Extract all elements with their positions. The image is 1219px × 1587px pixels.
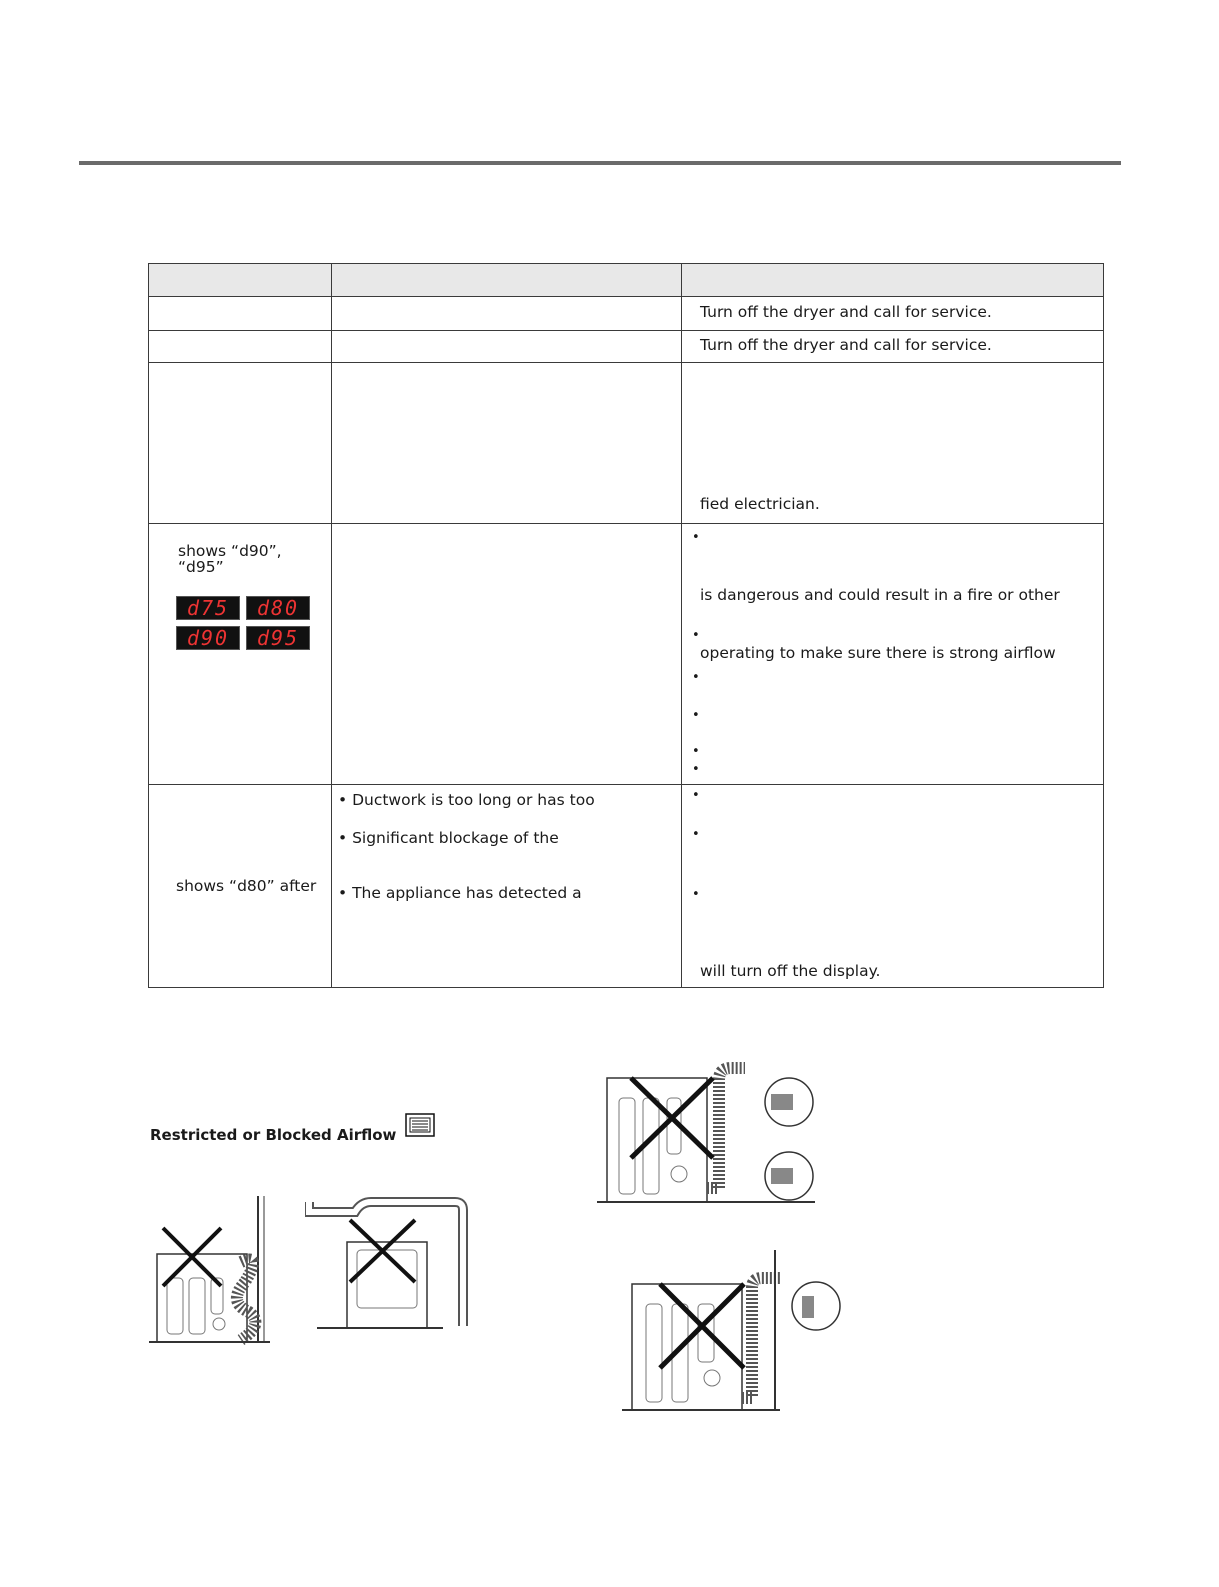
bullet: • xyxy=(692,744,700,759)
problem-text: “d95” xyxy=(178,558,224,576)
table-row xyxy=(149,331,1104,363)
header-cause xyxy=(332,264,682,297)
solution-text: fied electrician. xyxy=(700,495,820,513)
bullet: • xyxy=(692,762,700,777)
table-header-row xyxy=(149,264,1104,297)
table-row xyxy=(149,363,1104,524)
solution-text: Turn off the dryer and call for service. xyxy=(700,336,992,354)
bullet: • xyxy=(692,530,700,545)
bullet: • xyxy=(692,670,700,685)
display-code-d95: d95 xyxy=(246,626,310,650)
bullet: • xyxy=(692,788,700,803)
problem-text: shows “d90”, xyxy=(178,542,282,560)
troubleshooting-table xyxy=(148,263,1104,988)
display-code-d75: d75 xyxy=(176,596,240,620)
bullet: • xyxy=(692,708,700,723)
dryer-vent-hood-illustration xyxy=(620,1248,850,1418)
display-code-d80: d80 xyxy=(246,596,310,620)
bullet: • xyxy=(692,887,700,902)
header-problem xyxy=(149,264,332,297)
cause-text: • Significant blockage of the xyxy=(338,829,559,847)
problem-text: shows “d80” after xyxy=(176,877,317,895)
solution-text: Turn off the dryer and call for service. xyxy=(700,303,992,321)
cause-text: • The appliance has detected a xyxy=(338,884,582,902)
bullet: • xyxy=(692,628,700,643)
display-code-d90: d90 xyxy=(176,626,240,650)
table-row xyxy=(149,297,1104,331)
bullet: • xyxy=(692,827,700,842)
header-solution xyxy=(682,264,1104,297)
dryer-kinked-duct-illustration xyxy=(595,1050,825,1215)
dryer-long-duct-illustration xyxy=(305,1192,475,1352)
solution-text: is dangerous and could result in a fire or other xyxy=(700,586,1060,604)
table-row xyxy=(149,785,1104,988)
cause-text: • Ductwork is too long or has too xyxy=(338,791,595,809)
section-divider xyxy=(79,161,1121,165)
dryer-crushed-duct-illustration xyxy=(145,1192,275,1362)
airflow-filter-icon xyxy=(405,1113,435,1137)
table-row xyxy=(149,524,1104,785)
figure-caption: Restricted or Blocked Airflow xyxy=(150,1126,397,1144)
solution-text: will turn off the display. xyxy=(700,962,881,980)
solution-text: operating to make sure there is strong airflow xyxy=(700,644,1056,662)
